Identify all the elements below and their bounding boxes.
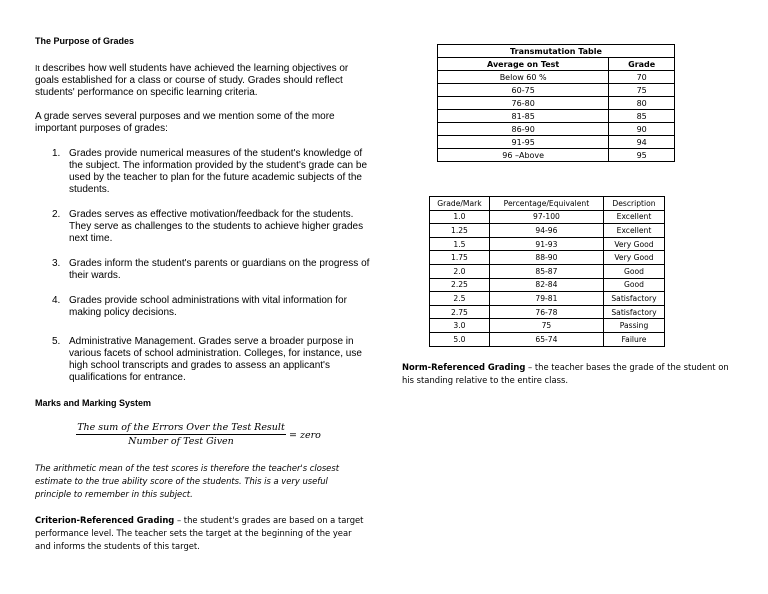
formula-fraction: [76, 422, 286, 447]
arithmetic-mean-note: The arithmetic mean of the test scores is therefore the teacher's closest estimate to the true ability score of the students. This is a very useful principle to remember in this subject.: [35, 463, 339, 499]
criterion-text: – the student's grades are based on a target performance level. The teacher sets the target at the beginning of the year and informs the students of this target.: [35, 515, 364, 551]
table-row: 60-75 75: [438, 84, 675, 97]
transmutation-table: [437, 44, 675, 162]
table-row: 2.0 85-87 Good: [430, 264, 665, 278]
formula-rhs: = zero: [289, 430, 321, 441]
table-row: 76-80 80: [438, 97, 675, 110]
norm-paragraph: [402, 361, 742, 387]
norm-text: – the teacher bases the grade of the student on his standing relative to the entire class.: [402, 362, 729, 385]
marks-title: Marks and Marking System: [35, 398, 152, 408]
table-row: 81-85 85: [438, 110, 675, 123]
criterion-title: Criterion-Referenced Grading: [35, 515, 175, 525]
formula-numerator: The sum of the Errors Over the Test Result: [77, 422, 285, 433]
table-row: 5.0 65-74 Failure: [430, 332, 665, 346]
formula-denominator: Number of Test Given: [128, 436, 234, 447]
column-header: Average on Test: [438, 58, 609, 71]
norm-title: Norm-Referenced Grading: [402, 362, 526, 372]
table-row: 1.0 97-100 Excellent: [430, 210, 665, 224]
table-row: Below 60 % 70: [438, 71, 675, 84]
column-header: Description: [603, 197, 664, 211]
column-header: Grade: [609, 58, 675, 71]
intro-rest: describes how well students have achieved the learning objectives or goals established for a class or course of study. Grades should reflect students' performance on specific learning criteria.: [35, 63, 349, 98]
grading-table: [429, 196, 665, 347]
column-header: Grade/Mark: [430, 197, 490, 211]
transmutation-title: Transmutation Table: [438, 45, 675, 58]
table-row: 96 –Above 95: [438, 149, 675, 162]
table-row: 91-95 94: [438, 136, 675, 149]
criterion-paragraph: [35, 514, 365, 553]
fraction-bar: [76, 434, 286, 435]
table-row: 1.75 88-90 Very Good: [430, 251, 665, 265]
intro-lead: It: [35, 63, 40, 73]
table-row: 2.5 79-81 Satisfactory: [430, 292, 665, 306]
table-row: 1.5 91-93 Very Good: [430, 237, 665, 251]
table-row: 2.25 82-84 Good: [430, 278, 665, 292]
section-title-purpose: The Purpose of Grades: [35, 36, 135, 46]
table-row: 2.75 76-78 Satisfactory: [430, 305, 665, 319]
column-header: Percentage/Equivalent: [489, 197, 603, 211]
table-row: 3.0 75 Passing: [430, 319, 665, 333]
table-row: 86-90 90: [438, 123, 675, 136]
intro-paragraph: [35, 62, 365, 99]
purposes-paragraph: A grade serves several purposes and we mention some of the more important purposes of grades:: [35, 111, 335, 134]
table-row: 1.25 94-96 Excellent: [430, 224, 665, 238]
